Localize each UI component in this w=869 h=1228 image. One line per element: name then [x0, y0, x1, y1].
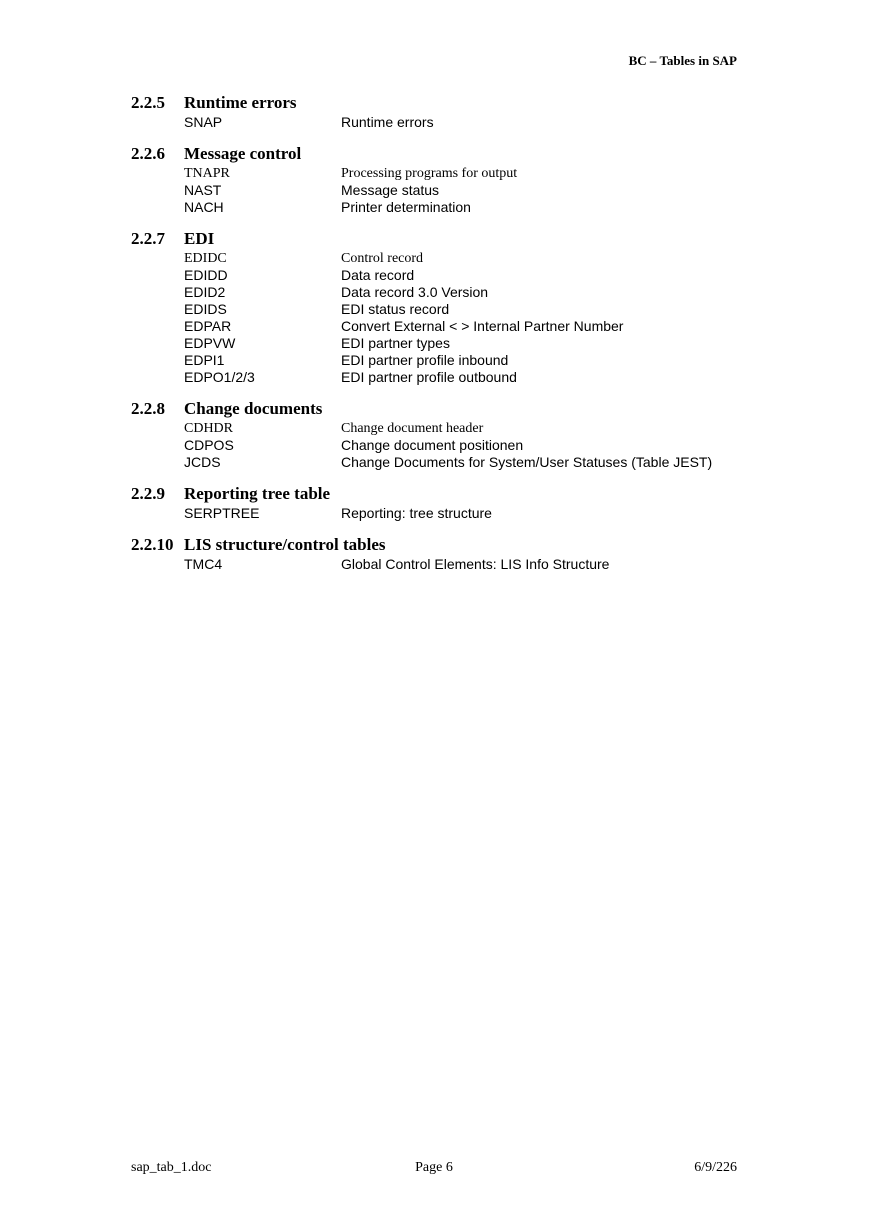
table-name: EDPO1/2/3 [184, 369, 255, 385]
section-edi [131, 228, 751, 386]
table-name: TMC4 [184, 556, 223, 572]
section-number: 2.2.10 [131, 535, 174, 554]
section-number: 2.2.8 [131, 399, 165, 418]
table-row [131, 420, 751, 437]
table-name: CDHDR [184, 421, 234, 436]
footer-filename: sap_tab_1.doc [131, 1160, 212, 1175]
table-description: EDI status record [341, 301, 450, 317]
table-description: Change document header [341, 421, 484, 436]
table-description: Convert External < > Internal Partner Number [341, 318, 624, 334]
table-name: EDPAR [184, 318, 232, 334]
section-heading [131, 143, 751, 165]
section-title: LIS structure/control tables [184, 535, 386, 554]
table-name: EDIDD [184, 267, 228, 283]
table-row [131, 556, 751, 573]
section-number: 2.2.6 [131, 144, 165, 163]
table-description: EDI partner profile outbound [341, 369, 517, 385]
section-reporting-tree [131, 483, 751, 522]
table-description: EDI partner profile inbound [341, 352, 509, 368]
table-row [131, 505, 751, 522]
section-heading [131, 398, 751, 420]
table-row [131, 267, 751, 284]
table-name: CDPOS [184, 437, 234, 453]
footer-date: 6/9/226 [694, 1160, 737, 1175]
section-change-documents [131, 398, 751, 471]
table-row [131, 437, 751, 454]
page-footer [131, 1160, 737, 1178]
section-number: 2.2.7 [131, 229, 165, 248]
table-row [131, 352, 751, 369]
table-row [131, 335, 751, 352]
table-row [131, 318, 751, 335]
table-name: SNAP [184, 114, 223, 130]
section-heading [131, 483, 751, 505]
table-row [131, 199, 751, 216]
section-heading [131, 534, 751, 556]
table-description: Reporting: tree structure [341, 505, 492, 521]
table-name: EDID2 [184, 284, 226, 300]
section-message-control [131, 143, 751, 216]
table-row [131, 454, 751, 471]
document-body [131, 92, 751, 585]
table-name: EDPI1 [184, 352, 225, 368]
section-lis-structure [131, 534, 751, 573]
table-name: SERPTREE [184, 505, 260, 521]
table-description: Message status [341, 182, 440, 198]
table-row [131, 250, 751, 267]
table-name: NAST [184, 182, 222, 198]
table-row [131, 369, 751, 386]
table-row [131, 114, 751, 131]
table-name: TNAPR [184, 166, 230, 181]
page-header-title: BC – Tables in SAP [628, 53, 737, 68]
footer-page-number: Page 6 [415, 1160, 453, 1175]
table-description: Data record [341, 267, 415, 283]
section-title: Message control [184, 144, 302, 163]
table-row [131, 284, 751, 301]
section-number: 2.2.5 [131, 93, 165, 112]
section-number: 2.2.9 [131, 484, 165, 503]
table-row [131, 301, 751, 318]
table-description: Processing programs for output [341, 166, 518, 181]
table-description: Change document positionen [341, 437, 524, 453]
table-name: JCDS [184, 454, 221, 470]
section-heading [131, 228, 751, 250]
table-description: Data record 3.0 Version [341, 284, 489, 300]
table-name: EDIDS [184, 301, 227, 317]
section-title: EDI [184, 229, 215, 248]
table-description: Control record [341, 251, 424, 266]
section-title: Change documents [184, 399, 323, 418]
section-title: Reporting tree table [184, 484, 331, 503]
table-description: Runtime errors [341, 114, 434, 130]
table-description: Global Control Elements: LIS Info Structure [341, 556, 610, 572]
table-name: EDIDC [184, 251, 227, 266]
table-description: Printer determination [341, 199, 471, 215]
table-description: Change Documents for System/User Statuses (Table JEST) [341, 454, 713, 470]
section-heading [131, 92, 751, 114]
table-row [131, 165, 751, 182]
table-row [131, 182, 751, 199]
table-name: NACH [184, 199, 224, 215]
section-title: Runtime errors [184, 93, 297, 112]
table-name: EDPVW [184, 335, 236, 351]
section-runtime-errors [131, 92, 751, 131]
table-description: EDI partner types [341, 335, 450, 351]
